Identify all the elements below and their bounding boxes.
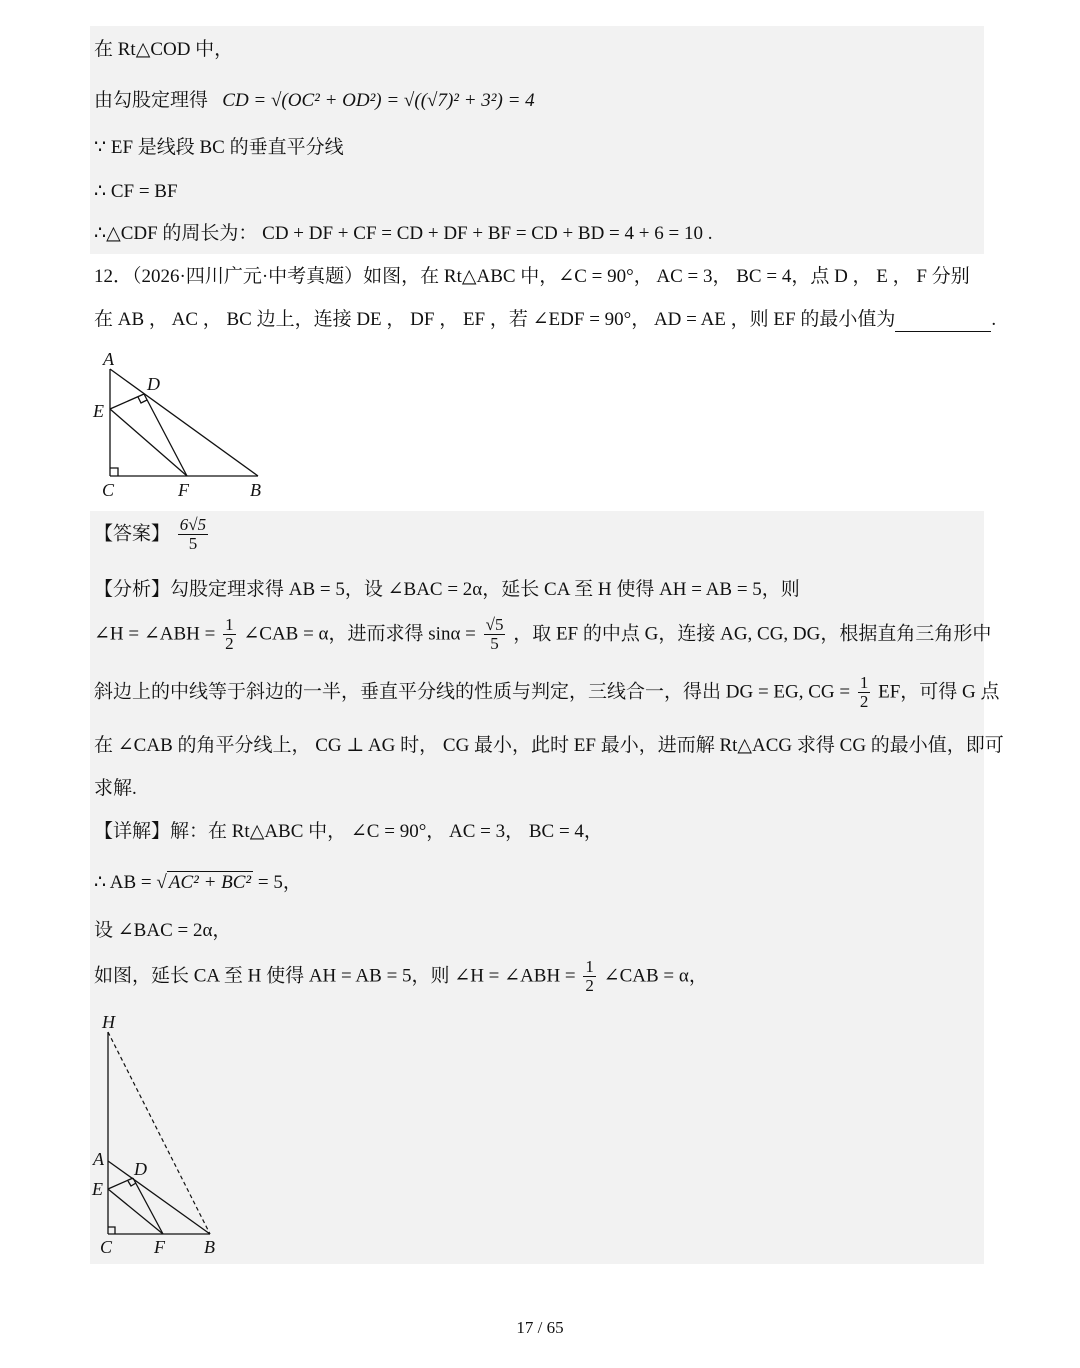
- question-12-line-2: [94, 308, 996, 332]
- fraction-one-half-a: [223, 616, 236, 653]
- label-d: D: [147, 374, 160, 394]
- analysis-line-4: 在 ∠CAB 的角平分线上， CG ⊥ AG 时， CG 最小，此时 EF 最小，进而解 Rt△ACG 求得 CG 的最小值，即可: [94, 735, 1004, 756]
- prev-line-2: [94, 89, 535, 113]
- prev-line-5: ∴△CDF 的周长为： CD + DF + CF = CD + DF + BF = CD + BD = 4 + 6 = 10 .: [94, 223, 713, 244]
- answer-line: [94, 516, 211, 566]
- prev-line-4: ∴ CF = BF: [94, 181, 178, 202]
- frac-den: 2: [859, 692, 869, 711]
- analysis-line-2: [94, 616, 991, 662]
- frac-num: 1: [585, 957, 594, 976]
- segment-df: [133, 1178, 163, 1234]
- detail-line-4a: 如图，延长 CA 至 H 使得 AH = AB = 5，则 ∠H = ∠ABH =: [94, 965, 576, 987]
- label-c: C: [100, 1237, 113, 1257]
- fraction-sin-alpha: [484, 616, 506, 653]
- label-f: F: [178, 480, 189, 500]
- answer-numerator: 6√5: [179, 515, 207, 534]
- prev-line-2-text: 由勾股定理得: [94, 90, 209, 111]
- detail-line-1: 【详解】解：在 Rt△ABC 中， ∠C = 90°， AC = 3， BC = 4，: [94, 821, 603, 842]
- answer-fraction: [178, 516, 208, 553]
- triangle-figure-1: [88, 345, 278, 505]
- prev-line-2-math: CD = √(OC² + OD²) = √((√7)² + 3²) = 4: [222, 90, 535, 111]
- frac-num: √5: [485, 615, 504, 634]
- analysis-line-5: 求解.: [94, 778, 137, 799]
- frac-den: 5: [490, 634, 499, 653]
- question-12-line-1: 12．（2026·四川广元·中考真题）如图，在 Rt△ABC 中，∠C = 90°， AC = 3， BC = 4，点 D ， E ， F 分别: [94, 266, 970, 287]
- dashed-hb: [108, 1032, 210, 1234]
- segment-ef: [110, 409, 187, 476]
- analysis-line-2b: ∠CAB = α，进而求得 sinα =: [243, 623, 476, 645]
- answer-blank: [895, 311, 991, 332]
- detail-line-2b: = 5，: [257, 872, 302, 893]
- sqrt-radicand: AC² + BC²: [168, 872, 252, 893]
- triangle-figure-2: [88, 1010, 238, 1260]
- detail-line-2a: ∴ AB =: [94, 872, 152, 893]
- frac-num: 1: [225, 615, 234, 634]
- analysis-line-3a: 斜边上的中线等于斜边的一半，垂直平分线的性质与判定，三线合一，得出 DG = EG, CG =: [94, 681, 851, 703]
- label-e: E: [93, 401, 104, 421]
- label-f: F: [154, 1237, 165, 1257]
- question-12-line-2-text: 在 AB ， AC ， BC 边上，连接 DE ， DF ， EF ，若 ∠EDF = 90°， AD = AE ，则 EF 的最小值为: [94, 309, 896, 330]
- analysis-line-1: 【分析】勾股定理求得 AB = 5，设 ∠BAC = 2α，延长 CA 至 H 使得 AH = AB = 5，则: [94, 579, 800, 600]
- right-angle-mark-c: [108, 1227, 115, 1234]
- detail-line-2: ∴ AB = √ AC² + BC² = 5，: [94, 872, 302, 893]
- fraction-one-half-c: [583, 958, 596, 995]
- label-b: B: [204, 1237, 215, 1257]
- analysis-line-3b: EF，可得 G 点: [878, 681, 1000, 703]
- prev-line-1: 在 Rt△COD 中，: [94, 39, 234, 60]
- question-12-line-2-end: .: [991, 309, 997, 330]
- answer-denominator: 5: [188, 534, 198, 553]
- detail-line-4: [94, 958, 708, 1004]
- fraction-one-half-b: [858, 674, 871, 711]
- analysis-line-2a: ∠H = ∠ABH =: [94, 623, 216, 645]
- detail-line-4b: ∠CAB = α，: [603, 965, 708, 987]
- label-b: B: [250, 480, 261, 500]
- label-d: D: [134, 1159, 147, 1179]
- label-h: H: [102, 1012, 115, 1032]
- analysis-line-3: [94, 674, 1000, 720]
- detail-line-3: 设 ∠BAC = 2α，: [94, 920, 232, 941]
- answer-label: 【答案】: [94, 523, 171, 545]
- frac-num: 1: [859, 673, 869, 692]
- analysis-line-2c: ，取 EF 的中点 G，连接 AG, CG, DG，根据直角三角形中: [513, 623, 992, 645]
- segment-ed: [110, 394, 144, 409]
- label-e: E: [92, 1179, 103, 1199]
- prev-line-3: ∵ EF 是线段 BC 的垂直平分线: [94, 137, 344, 158]
- page-number: 17 / 65: [516, 1318, 564, 1337]
- label-c: C: [102, 480, 115, 500]
- right-angle-mark-c: [110, 468, 118, 476]
- frac-den: 2: [225, 634, 234, 653]
- label-a: A: [103, 349, 114, 369]
- side-ab: [110, 369, 258, 476]
- frac-den: 2: [585, 976, 594, 995]
- label-a: A: [93, 1149, 104, 1169]
- segment-df: [144, 394, 187, 476]
- side-ab: [108, 1161, 210, 1234]
- segment-ef: [108, 1189, 163, 1234]
